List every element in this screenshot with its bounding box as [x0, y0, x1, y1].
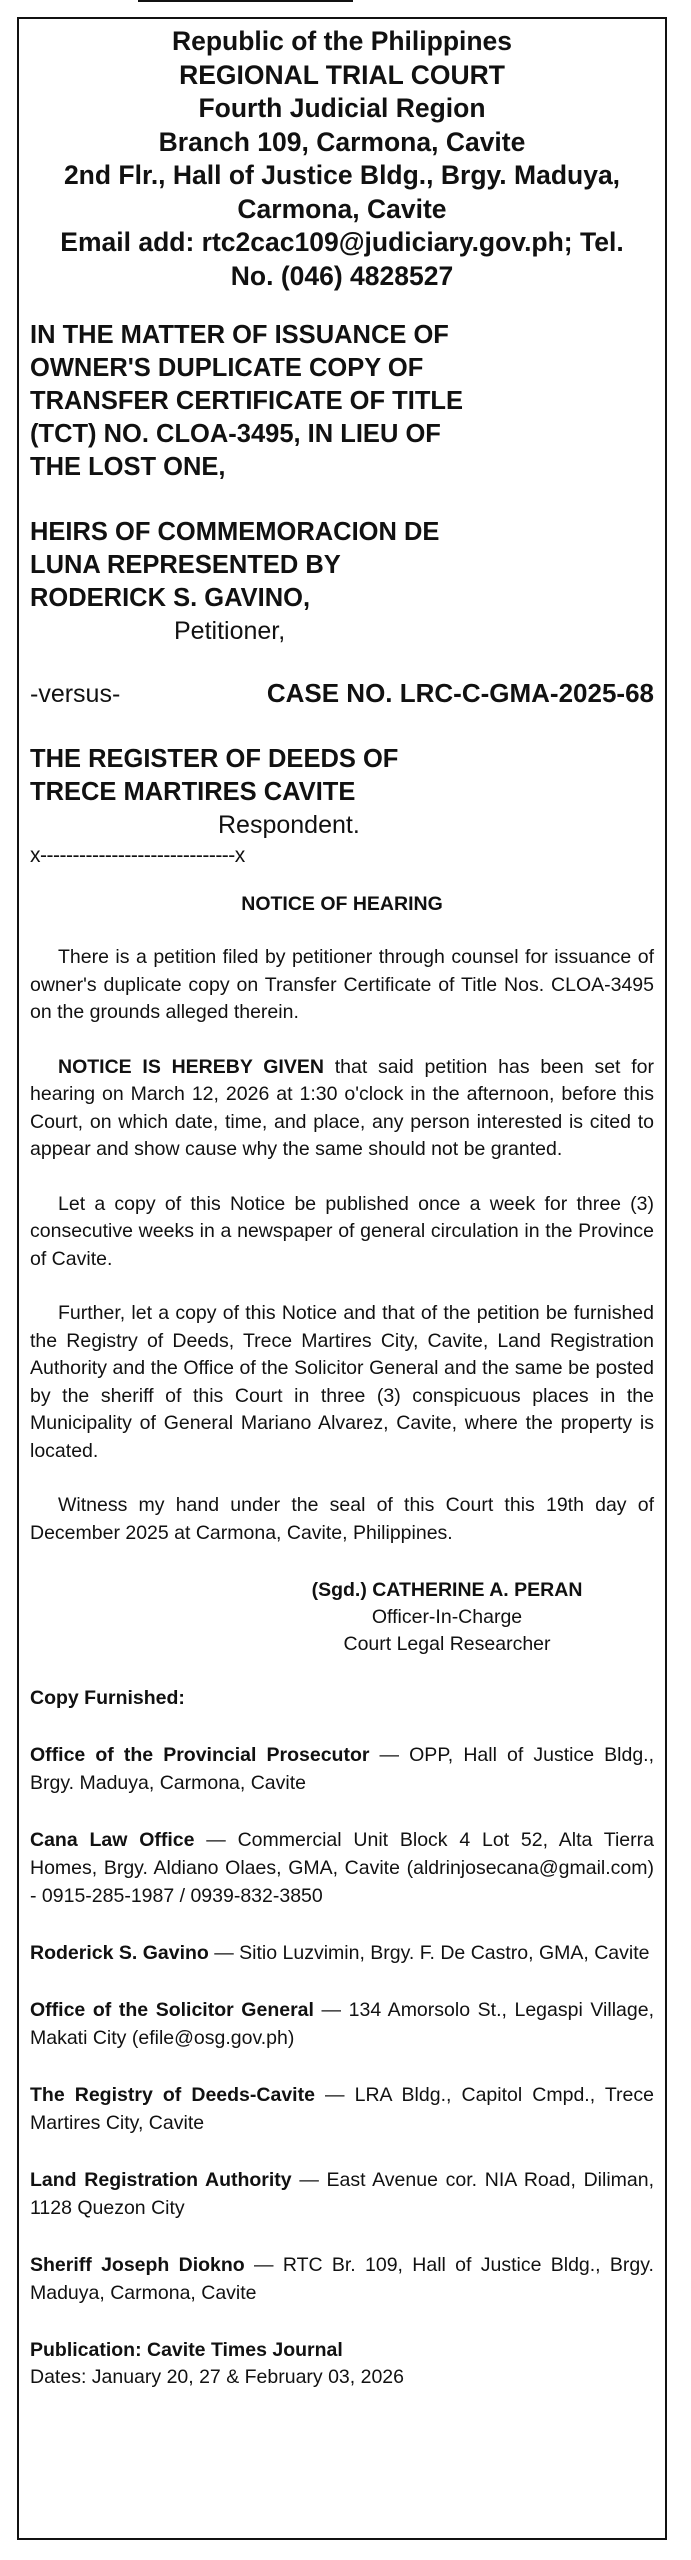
- header-line: Email add: rtc2cac109@judiciary.gov.ph; Tel.: [60, 227, 624, 257]
- copy-furnished-entry: [30, 1996, 654, 2052]
- notice-content: [30, 25, 654, 2391]
- notice-paragraph: Witness my hand under the seal of this Court this 19th day of December 2025 at Carmona, Cavite, Philippines.: [30, 1494, 654, 1544]
- publication-dates: Dates: January 20, 27 & February 03, 2026: [30, 2366, 404, 2388]
- notice-frame: [17, 17, 667, 2540]
- publication-block: [30, 2337, 654, 2391]
- recipient-name: Cana Law Office: [30, 1829, 195, 1851]
- notice-paragraph-text: that said petition has been set for hearing on March 12, 2026 at 1:30 o'clock in the afternoon, before this Court, on which date, time, and place, any person interested is cited to appear and show cause why the same should not be granted.: [30, 1055, 654, 1160]
- notice-title: NOTICE OF HEARING: [241, 893, 443, 915]
- header-line: Fourth Judicial Region: [198, 93, 486, 123]
- versus-row: [30, 677, 654, 711]
- signatory-title: Officer-In-Charge: [371, 1606, 523, 1628]
- header-line: Branch 109, Carmona, Cavite: [158, 126, 526, 157]
- notice-paragraph: [30, 1054, 654, 1164]
- header-line: 2nd Flr., Hall of Justice Bldg., Brgy. Maduya,: [63, 160, 621, 190]
- notice-paragraph: Further, let a copy of this Notice and that of the petition be furnished the Registry of Deeds, Trece Martires City, Cavite, Land Registration Authority and the Office of the Solicitor General and the same be posted by the sheriff of this Court in three (3) conspicuous places in the Municipality of General Mariano Alvarez, Cavite, where the property is located.: [30, 1302, 654, 1462]
- petitioner-party: [30, 516, 654, 615]
- notice-paragraph: There is a petition filed by petitioner through counsel for issuance of owner's duplicate copy on Transfer Certificate of Title Nos. CLOA-3495 on the grounds alleged therein.: [30, 946, 654, 1023]
- case-number: CASE NO. LRC-C-GMA-2025-68: [266, 678, 654, 708]
- copy-furnished-entry: [30, 1939, 654, 1967]
- signatory-title: Court Legal Researcher: [343, 1633, 551, 1655]
- versus-label: -versus-: [30, 680, 121, 708]
- header-line: Republic of the Philippines: [171, 26, 513, 56]
- top-rule-line: [138, 0, 353, 2]
- respondent-line: TRECE MARTIRES CAVITE: [30, 778, 356, 806]
- recipient-name: Office of the Solicitor General: [30, 1999, 314, 2021]
- copy-furnished-entry: [30, 1741, 654, 1797]
- recipient-address: — LRA Bldg., Capitol Cmpd., Trece Martires City, Cavite: [30, 2084, 654, 2134]
- matter-line: IN THE MATTER OF ISSUANCE OF: [30, 321, 449, 349]
- respondent-party: [30, 743, 654, 809]
- recipient-name: The Registry of Deeds-Cavite: [30, 2084, 315, 2106]
- copy-furnished-entry: [30, 2081, 654, 2137]
- notice-emphasis: NOTICE IS HEREBY GIVEN: [58, 1055, 324, 1078]
- recipient-name: Roderick S. Gavino: [30, 1942, 209, 1964]
- copy-furnished-entry: [30, 1826, 654, 1910]
- recipient-address: — Sitio Luzvimin, Brgy. F. De Castro, GMA, Cavite: [208, 1942, 650, 1964]
- petitioner-line: RODERICK S. GAVINO,: [30, 584, 311, 612]
- recipient-address: — OPP, Hall of Justice Bldg., Brgy. Maduya, Carmona, Cavite: [30, 1744, 655, 1794]
- respondent-role: Respondent.: [218, 811, 360, 839]
- recipient-address: — East Avenue cor. NIA Road, Diliman, 1128 Quezon City: [30, 2169, 655, 2219]
- signatory-name: (Sgd.) CATHERINE A. PERAN: [311, 1579, 583, 1601]
- header-line: REGIONAL TRIAL COURT: [179, 59, 505, 90]
- recipient-address: — RTC Br. 109, Hall of Justice Bldg., Brgy. Maduya, Carmona, Cavite: [30, 2254, 654, 2304]
- respondent-line: THE REGISTER OF DEEDS OF: [30, 745, 399, 773]
- recipient-name: Sheriff Joseph Diokno: [30, 2254, 245, 2276]
- matter-line: (TCT) NO. CLOA-3495, IN LIEU OF: [30, 420, 441, 448]
- signature-block: [297, 1577, 597, 1658]
- recipient-name: Office of the Provincial Prosecutor: [30, 1744, 370, 1766]
- recipient-address: — 134 Amorsolo St., Legaspi Village, Makati City (efile@osg.gov.ph): [30, 1999, 655, 2049]
- recipient-address: — Commercial Unit Block 4 Lot 52, Alta Tierra Homes, Brgy. Aldiano Olaes, GMA, Cavite (aldrinjosecana@gmail.com) - 0915-285-1987 / 0939-832-3850: [30, 1829, 654, 1907]
- matter-line: TRANSFER CERTIFICATE OF TITLE: [30, 387, 464, 415]
- court-header: [30, 25, 654, 293]
- case-matter: [30, 319, 654, 484]
- petitioner-role: Petitioner,: [174, 617, 286, 645]
- header-line: No. (046) 4828527: [230, 260, 454, 291]
- notice-paragraph: Let a copy of this Notice be published once a week for three (3) consecutive weeks in a newspaper of general circulation in the Province of Cavite.: [30, 1192, 654, 1270]
- matter-line: OWNER'S DUPLICATE COPY OF: [30, 354, 424, 382]
- caption-separator: x------------------------------x: [30, 844, 245, 867]
- header-line: Carmona, Cavite: [237, 193, 447, 224]
- copy-furnished-heading: Copy Furnished:: [30, 1687, 185, 1709]
- copy-furnished-entry: [30, 2166, 654, 2222]
- petitioner-line: HEIRS OF COMMEMORACION DE: [30, 518, 440, 546]
- publication-name: Publication: Cavite Times Journal: [30, 2339, 343, 2361]
- copy-furnished-entry: [30, 2251, 654, 2307]
- matter-line: THE LOST ONE,: [30, 453, 226, 481]
- petitioner-line: LUNA REPRESENTED BY: [30, 551, 341, 579]
- recipient-name: Land Registration Authority: [30, 2169, 292, 2191]
